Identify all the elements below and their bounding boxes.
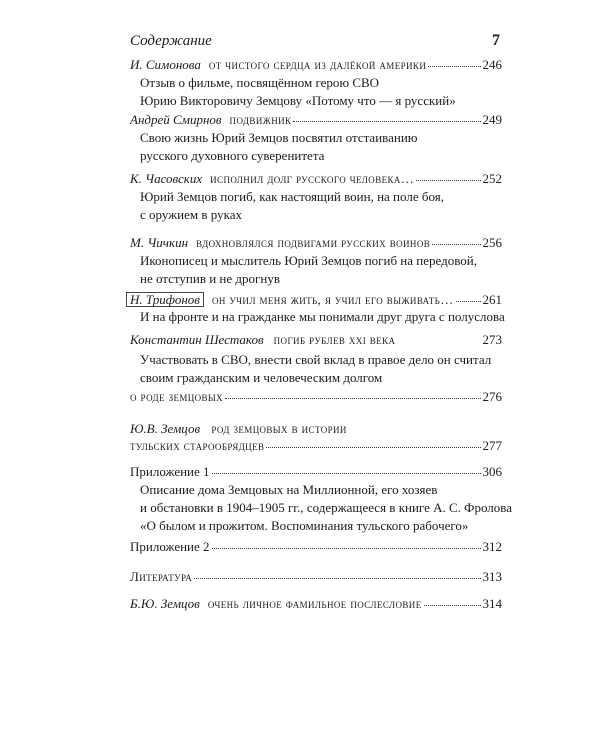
toc-entry-5[interactable] [130, 292, 502, 307]
toc-title: он учил меня жить, я учил его выживать… [211, 292, 454, 307]
toc-author: Константин Шестаков [130, 332, 264, 347]
toc-desc-line: Отзыв о фильме, посвящённом герою СВО [140, 75, 380, 90]
dot-leader [293, 121, 480, 122]
toc-entry-8-line2[interactable] [130, 439, 502, 452]
toc-desc-line: не отступив и не дрогнув [140, 271, 280, 286]
dot-leader [212, 548, 481, 549]
toc-entry-3[interactable] [130, 172, 502, 185]
toc-entry-10[interactable] [130, 540, 502, 553]
toc-entry-12[interactable] [130, 597, 502, 610]
toc-entry-11[interactable] [130, 570, 502, 583]
toc-entry-9[interactable] [130, 465, 502, 478]
toc-desc-line: с оружием в руках [140, 207, 242, 222]
toc-title-continued: тульских старообрядцев [130, 438, 265, 453]
toc-page-number: 277 [482, 438, 502, 453]
toc-title: Литература [130, 569, 193, 584]
toc-entry-2[interactable] [130, 113, 502, 126]
toc-desc-line: Участвовать в СВО, внести свой вклад в правое дело он считал [140, 352, 492, 367]
toc-entry-4[interactable] [130, 236, 502, 249]
dot-leader [416, 180, 480, 181]
toc-title: погиб рублев xxi века [273, 332, 396, 347]
toc-desc-line: Свою жизнь Юрий Земцов посвятил отстаиванию [140, 130, 418, 145]
toc-page-number: 246 [482, 57, 502, 72]
dot-leader [225, 398, 480, 399]
dot-leader [397, 341, 480, 342]
toc-desc-line: «О былом и прожитом. Воспоминания тульского рабочего» [140, 518, 469, 533]
toc-entry-6[interactable] [130, 333, 502, 346]
toc-author: Б.Ю. Земцов [130, 596, 200, 611]
dot-leader [212, 473, 481, 474]
toc-author: И. Симонова [130, 57, 201, 72]
toc-page-number: 261 [482, 292, 502, 307]
toc-title: от чистого сердца из далёкой америки [208, 57, 427, 72]
toc-page-number: 313 [482, 569, 502, 584]
toc-title: Приложение 2 [130, 539, 210, 554]
toc-author: Андрей Смирнов [130, 112, 222, 127]
toc-title: о роде земцовых [130, 389, 224, 404]
toc-page-number: 273 [482, 332, 502, 347]
running-head-title: Содержание [130, 33, 212, 49]
toc-author: Ю.В. Земцов [130, 421, 201, 436]
toc-entry-7[interactable] [130, 390, 502, 403]
toc-page-number: 256 [482, 235, 502, 250]
toc-page-number: 249 [482, 112, 502, 127]
toc-page-number: 252 [482, 171, 502, 186]
page-number: 7 [492, 32, 500, 49]
toc-desc-line: русского духовного суверенитета [140, 148, 325, 163]
toc-title: вдохновлялся подвигами русских воинов [196, 235, 431, 250]
dot-leader [194, 578, 480, 579]
toc-author: М. Чичкин [130, 235, 189, 250]
toc-title: Приложение 1 [130, 464, 210, 479]
toc-desc-line: своим гражданским и человеческим долгом [140, 370, 383, 385]
toc-desc-line: Юрий Земцов погиб, как настоящий воин, на поле боя, [140, 189, 444, 204]
toc-page-number: 314 [482, 596, 502, 611]
toc-desc-line: Описание дома Земцовых на Миллионной, его хозяев [140, 482, 438, 497]
dot-leader [456, 301, 481, 302]
dot-leader [424, 605, 481, 606]
toc-page-number: 306 [482, 464, 502, 479]
dot-leader [432, 244, 480, 245]
toc-page-number: 312 [482, 539, 502, 554]
toc-desc-line: и обстановки в 1904–1905 гг., содержащееся в книге А. С. Фролова [140, 500, 512, 515]
toc-author: К. Часовских [130, 171, 203, 186]
toc-entry-8[interactable] [130, 422, 347, 435]
toc-desc-line: Иконописец и мыслитель Юрий Земцов погиб на передовой, [140, 253, 477, 268]
toc-page-number: 276 [482, 389, 502, 404]
toc-desc-line: Юрию Викторовичу Земцову «Потому что — я русский» [140, 93, 456, 108]
toc-title: исполнил долг русского человека… [210, 171, 415, 186]
toc-title: род земцовых в истории [211, 421, 347, 436]
toc-entry-1[interactable] [130, 58, 502, 71]
dot-leader [266, 447, 480, 448]
toc-author: Н. Трифонов [126, 292, 204, 307]
dot-leader [428, 66, 480, 67]
toc-desc-line: И на фронте и на гражданке мы понимали друг друга с полуслова [140, 309, 505, 324]
toc-title: очень личное фамильное послесловие [207, 596, 422, 611]
toc-title: подвижник [229, 112, 292, 127]
